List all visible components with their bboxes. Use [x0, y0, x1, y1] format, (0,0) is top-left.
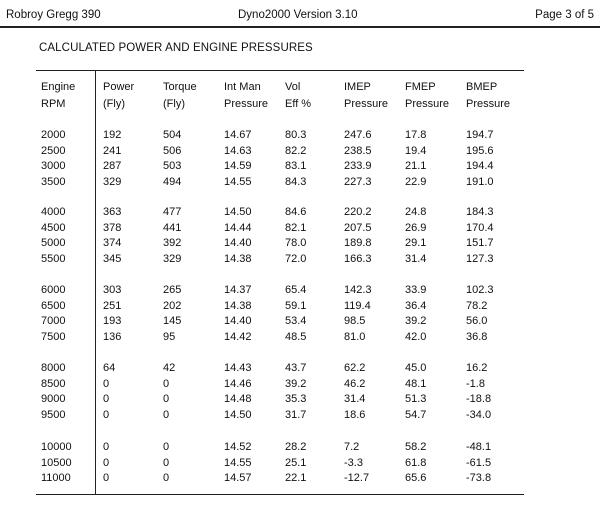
rpm-cell: 4500: [41, 221, 66, 234]
table-cell: -18.8: [466, 393, 492, 405]
rpm-cell: 10000: [41, 441, 72, 453]
table-cell: 345: [103, 252, 122, 265]
table-cell: 0: [103, 472, 110, 484]
table-cell: 39.2: [405, 315, 427, 327]
table-cell: 170.4: [466, 221, 494, 234]
table-cell: 0: [163, 393, 170, 405]
rpm-cell: 9000: [41, 393, 66, 405]
table-cell: 0: [103, 393, 110, 405]
table-cell: -34.0: [466, 408, 492, 421]
table-cell: 28.2: [285, 441, 307, 453]
column-header-line1: Int Man: [224, 81, 261, 93]
table-cell: 45.0: [405, 362, 427, 374]
table-cell: 363: [103, 206, 122, 218]
column-header: [163, 79, 197, 113]
column-header-line2: RPM: [41, 98, 66, 110]
table-cell: 42.0: [405, 330, 427, 343]
table-cell: 65.4: [285, 284, 307, 296]
table-cell: 287: [103, 160, 122, 172]
table-cell: 329: [103, 175, 122, 188]
table-cell: 58.2: [405, 441, 427, 453]
table-cell: 233.9: [344, 160, 372, 172]
table-cell: 14.43: [224, 362, 252, 374]
table-cell: 14.55: [224, 456, 252, 469]
table-cell: -1.8: [466, 377, 485, 390]
rpm-cell: 3000: [41, 160, 66, 172]
table-cell: 241: [103, 144, 122, 157]
table-cell: 0: [163, 456, 170, 469]
table-cell: 43.7: [285, 362, 307, 374]
table-cell: 78.2: [466, 299, 488, 312]
table-cell: -73.8: [466, 472, 492, 484]
table-cell: 14.40: [224, 237, 252, 249]
rpm-cell: 6000: [41, 284, 66, 296]
table-cell: 82.1: [285, 221, 307, 234]
column-header-line1: Power: [103, 81, 135, 93]
rpm-cell: 9500: [41, 408, 66, 421]
table-cell: 0: [163, 408, 170, 421]
table-cell: 14.38: [224, 299, 252, 312]
table-cell: 7.2: [344, 441, 360, 453]
table-cell: -3.3: [344, 456, 363, 469]
table-cell: 33.9: [405, 284, 427, 296]
table-cell: 441: [163, 221, 182, 234]
table-cell: 506: [163, 144, 182, 157]
table-cell: 83.1: [285, 160, 307, 172]
report-owner: Robroy Gregg 390: [6, 9, 101, 21]
column-header-line1: Torque: [163, 81, 197, 93]
table-cell: 374: [103, 237, 122, 249]
table-cell: 14.40: [224, 315, 252, 327]
table-cell: 207.5: [344, 221, 372, 234]
column-header-line2: (Fly): [163, 98, 185, 110]
table-cell: 39.2: [285, 377, 307, 390]
table-cell: 84.3: [285, 175, 307, 188]
table-cell: 0: [103, 377, 110, 390]
column-header-line2: Pressure: [224, 98, 269, 110]
table-cell: 193: [103, 315, 122, 327]
table-cell: 14.46: [224, 377, 252, 390]
column-header: [344, 79, 388, 113]
table-cell: 16.2: [466, 362, 488, 374]
table-cell: 35.3: [285, 393, 307, 405]
table-cell: 192: [103, 129, 122, 141]
column-header-line2: (Fly): [103, 98, 125, 110]
table-cell: 72.0: [285, 252, 307, 265]
table-cell: 65.6: [405, 472, 427, 484]
column-header: [224, 79, 268, 113]
column-header-line1: Engine: [41, 81, 76, 93]
table-cell: 14.67: [224, 129, 252, 141]
table-cell: 136: [103, 330, 122, 343]
table-cell: 31.4: [405, 252, 427, 265]
table-cell: 142.3: [344, 284, 372, 296]
app-version: Dyno2000 Version 3.10: [238, 9, 358, 21]
rpm-cell: 7500: [41, 330, 66, 343]
table-cell: 31.7: [285, 408, 307, 421]
table-cell: 84.6: [285, 206, 307, 218]
table-cell: 59.1: [285, 299, 307, 312]
column-header: [466, 79, 510, 113]
table-cell: 14.38: [224, 252, 252, 265]
table-cell: 42: [163, 362, 176, 374]
table-cell: 64: [103, 362, 116, 374]
table-cell: 220.2: [344, 206, 372, 218]
column-header-line2: Pressure: [466, 98, 511, 110]
table-cell: 61.8: [405, 456, 427, 469]
table-column-divider: [95, 70, 96, 494]
column-header-line2: Pressure: [344, 98, 389, 110]
table-cell: 53.4: [285, 315, 307, 327]
table-cell: 31.4: [344, 393, 366, 405]
table-cell: 26.9: [405, 221, 427, 234]
table-cell: 329: [163, 252, 182, 265]
table-cell: 227.3: [344, 175, 372, 188]
column-header: [103, 79, 134, 113]
rpm-cell: 5000: [41, 237, 66, 249]
table-cell: 80.3: [285, 129, 307, 141]
table-cell: 247.6: [344, 129, 372, 141]
table-cell: 251: [103, 299, 122, 312]
rpm-cell: 4000: [41, 206, 66, 218]
table-cell: 36.4: [405, 299, 427, 312]
table-cell: 145: [163, 315, 182, 327]
table-cell: 56.0: [466, 315, 488, 327]
table-cell: 19.4: [405, 144, 427, 157]
column-header: [285, 79, 311, 113]
table-cell: 14.37: [224, 284, 252, 296]
table-cell: 0: [103, 441, 110, 453]
table-cell: 504: [163, 129, 182, 141]
rpm-cell: 10500: [41, 456, 72, 469]
table-cell: 22.9: [405, 175, 427, 188]
column-header: [41, 79, 75, 113]
table-cell: 14.55: [224, 175, 252, 188]
table-cell: 25.1: [285, 456, 307, 469]
report-title: CALCULATED POWER AND ENGINE PRESSURES: [39, 42, 313, 54]
column-header-line1: Vol: [285, 81, 301, 93]
table-cell: 22.1: [285, 472, 307, 484]
table-cell: 151.7: [466, 237, 494, 249]
header-rule: [0, 26, 600, 28]
table-cell: 54.7: [405, 408, 427, 421]
table-cell: 265: [163, 284, 182, 296]
table-cell: 18.6: [344, 408, 366, 421]
table-cell: -61.5: [466, 456, 492, 469]
table-cell: 303: [103, 284, 122, 296]
table-cell: -48.1: [466, 441, 492, 453]
table-cell: 202: [163, 299, 182, 312]
table-cell: 166.3: [344, 252, 372, 265]
table-cell: 78.0: [285, 237, 307, 249]
table-cell: 81.0: [344, 330, 366, 343]
table-cell: 98.5: [344, 315, 366, 327]
column-header: [405, 79, 449, 113]
table-cell: 0: [103, 408, 110, 421]
table-cell: 189.8: [344, 237, 372, 249]
table-cell: 0: [163, 472, 170, 484]
table-cell: 392: [163, 237, 182, 249]
table-cell: 194.4: [466, 160, 494, 172]
table-cell: 195.6: [466, 144, 494, 157]
table-cell: 14.44: [224, 221, 252, 234]
column-header-line2: Eff %: [285, 98, 312, 110]
table-cell: 378: [103, 221, 122, 234]
table-cell: 119.4: [344, 299, 371, 312]
table-cell: 14.63: [224, 144, 252, 157]
table-cell: 14.52: [224, 441, 252, 453]
table-cell: 494: [163, 175, 182, 188]
column-header-line1: IMEP: [344, 81, 371, 93]
table-cell: 14.57: [224, 472, 252, 484]
page-indicator: Page 3 of 5: [535, 9, 594, 21]
table-cell: 14.50: [224, 206, 252, 218]
table-cell: 14.59: [224, 160, 252, 172]
rpm-cell: 6500: [41, 299, 66, 312]
table-cell: 14.48: [224, 393, 252, 405]
table-cell: 127.3: [466, 252, 494, 265]
table-cell: 14.50: [224, 408, 252, 421]
table-cell: 48.5: [285, 330, 307, 343]
table-cell: 95: [163, 330, 176, 343]
table-cell: 477: [163, 206, 182, 218]
table-cell: 191.0: [466, 175, 494, 188]
table-cell: 46.2: [344, 377, 366, 390]
rpm-cell: 3500: [41, 175, 66, 188]
table-cell: 184.3: [466, 206, 494, 218]
rpm-cell: 2500: [41, 144, 66, 157]
table-cell: 238.5: [344, 144, 372, 157]
rpm-cell: 8000: [41, 362, 66, 374]
column-header-line1: FMEP: [405, 81, 436, 93]
table-cell: 62.2: [344, 362, 366, 374]
table-cell: -12.7: [344, 472, 370, 484]
rpm-cell: 5500: [41, 252, 66, 265]
table-cell: 29.1: [405, 237, 427, 249]
table-cell: 503: [163, 160, 182, 172]
table-cell: 21.1: [405, 160, 427, 172]
table-cell: 48.1: [405, 377, 427, 390]
table-cell: 82.2: [285, 144, 307, 157]
rpm-cell: 2000: [41, 129, 66, 141]
table-cell: 14.42: [224, 330, 252, 343]
table-cell: 17.8: [405, 129, 427, 141]
table-cell: 102.3: [466, 284, 494, 296]
table-cell: 51.3: [405, 393, 427, 405]
rpm-cell: 8500: [41, 377, 66, 390]
table-bottom-rule: [36, 494, 524, 495]
table-cell: 0: [163, 441, 170, 453]
rpm-cell: 7000: [41, 315, 66, 327]
table-cell: 24.8: [405, 206, 427, 218]
column-header-line2: Pressure: [405, 98, 450, 110]
table-cell: 0: [103, 456, 110, 469]
rpm-cell: 11000: [41, 472, 71, 484]
table-cell: 194.7: [466, 129, 494, 141]
table-cell: 0: [163, 377, 170, 390]
table-top-rule: [36, 70, 524, 71]
table-cell: 36.8: [466, 330, 488, 343]
column-header-line1: BMEP: [466, 81, 498, 93]
